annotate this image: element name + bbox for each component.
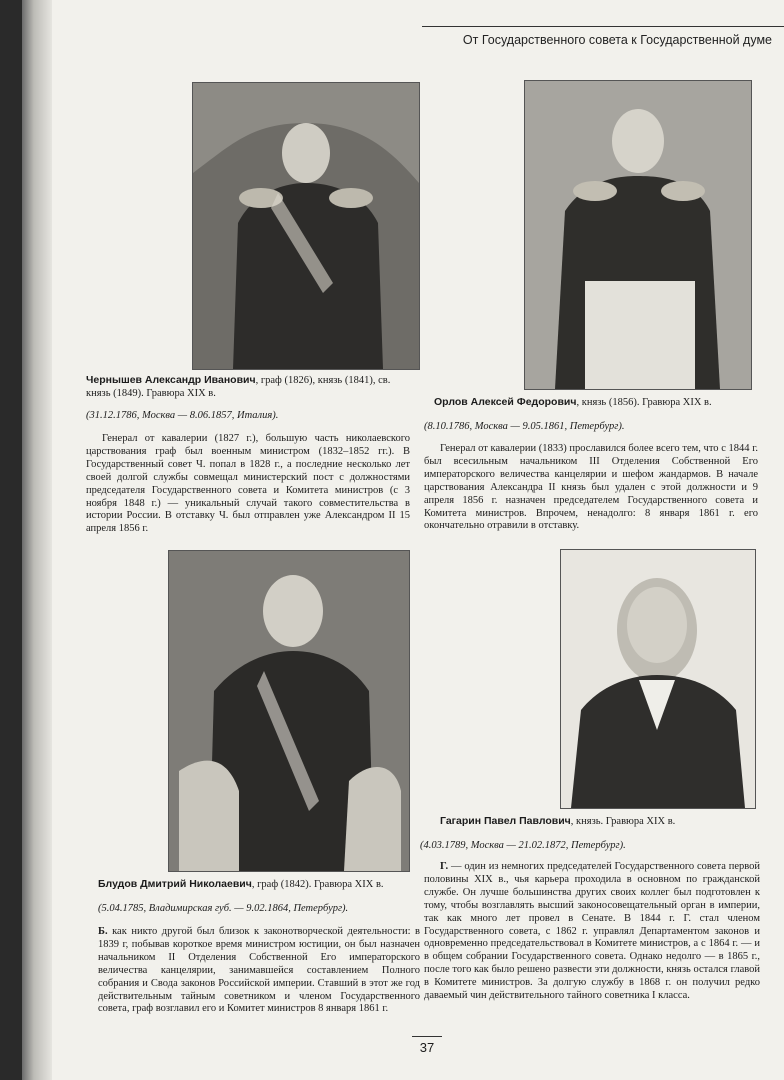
caption-gagarin <box>440 815 760 828</box>
person-name: Гагарин Павел Павлович <box>440 815 571 827</box>
life-dates: (8.10.1786, Москва — 9.05.1861, Петербург). <box>424 421 625 432</box>
portrait-bludov <box>168 550 410 872</box>
person-name: Блудов Дмитрий Николаевич <box>98 878 252 890</box>
caption-text: , граф (1842). Гравюра XIX в. <box>251 879 384 890</box>
caption-bludov <box>98 878 418 891</box>
caption-text: , князь (1856). Гравюра XIX в. <box>576 397 712 408</box>
portrait-chernyshev <box>192 82 420 370</box>
portrait-gagarin <box>560 549 756 809</box>
book-gutter <box>22 0 52 1080</box>
biography-paragraph: — один из немногих председателей Государственного совета первой половины XIX в., чья карьера проходила в основном по гражданской службе. Он лучше большинства других своих коллег был подготовлен к тому, чтобы возглавлять высший законосовещательный орган в империи, так как много лет провел в Сенате. В 1844 г. Г. стал членом Государственного совета, с 1862 г. управлял Департаментом законов и одновременно председательствовал в Комитете министров, а с 1864 г. — и в общем собрании Государственного совета. Однако недолго — в 1865 г., после того как было решено развести эти должности, князь остался главой в Комитете министров. За долгую службу в 1868 г. он получил редко даваемый чин действительного тайного советника I класса. <box>424 861 760 1002</box>
biography-text <box>86 433 410 536</box>
biography-paragraph: Генерал от кавалерии (1833) прославился более всего тем, что с 1844 г. был всесильным начальником III Отделения Собственной Его императорского величества канцелярии и шефом жандармов. В начале царствования Александра II князь был удален с этой должности и 9 апреля 1856 г. назначен председателем Государственного совета и Комитета министров. Впрочем, ненадолго: 8 января 1861 г. его окончательно отравили в отставку. <box>424 443 758 532</box>
person-name: Орлов Алексей Федорович <box>434 396 577 408</box>
life-dates: (5.04.1785, Владимирская губ. — 9.02.1864, Петербург). <box>98 903 349 914</box>
portrait-orlov <box>524 80 752 390</box>
caption-chernyshev <box>86 374 406 400</box>
caption-text: , граф (1826), князь (1841), св. князь (1849). Гравюра XIX в. <box>86 375 391 399</box>
initial-lead: Г. <box>440 861 449 872</box>
biography-text <box>424 443 758 533</box>
biography-text <box>98 926 420 1016</box>
biography-text <box>424 861 760 1003</box>
page-number: 37 <box>412 1036 442 1055</box>
biography-paragraph: Генерал от кавалерии (1827 г.), большую часть николаевского царствования граф был военным министром (1832–1852 гг.). В Государственный совет Ч. попал в 1828 г., а последние несколько лет своей долгой службы совмещал министерский пост с должностями председателя Государственного совета и Комитета министров (с 3 ноября 1848 г.) — уникальный случай такого совместительства в истории России. В отставку Ч. был отправлен уже Александром II 15 апреля 1856 г. <box>86 433 410 535</box>
running-title: От Государственного совета к Государственной думе <box>422 26 784 52</box>
caption-orlov <box>434 396 764 409</box>
biography-paragraph: как никто другой был близок к законотворческой деятельности: в 1839 г, побывав короткое время министром юстиции, он был назначен начальником II Отделения Собственной Его императорского величества канцелярии, занимавшейся составлением Полного собрания и Свода законов Российской империи. Ставший в этот же год действительным тайным советником и членом Государственного совета, граф возглавил его и Комитет министров 8 января 1861 г. <box>98 926 420 1015</box>
caption-text: , князь. Гравюра XIX в. <box>570 816 676 827</box>
book-page <box>22 0 784 1080</box>
person-name: Чернышев Александр Иванович <box>86 374 256 386</box>
life-dates: (31.12.1786, Москва — 8.06.1857, Италия). <box>86 410 279 421</box>
life-dates: (4.03.1789, Москва — 21.02.1872, Петербург). <box>420 840 626 851</box>
initial-lead: Б. <box>98 926 108 937</box>
